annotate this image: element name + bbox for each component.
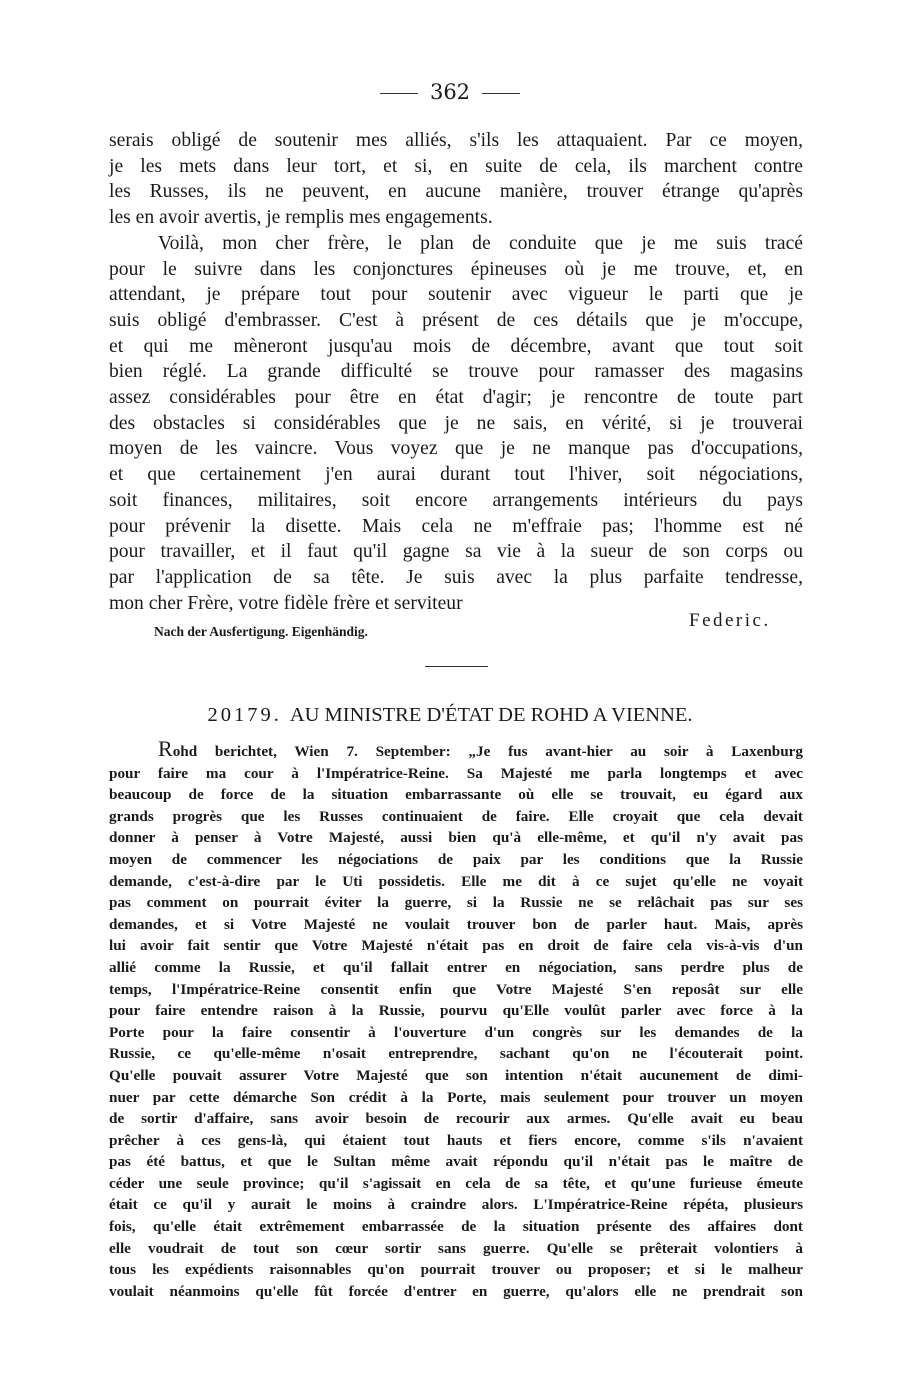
text-line: bien réglé. La grande difficulté se trouve pour ramasser des magasins — [109, 361, 803, 383]
text-line: attendant, je prépare tout pour soutenir avec vigueur le parti que je — [109, 284, 803, 306]
text-line: serais obligé de soutenir mes alliés, s'ils les attaquaient. Par ce moyen, — [109, 130, 803, 151]
page-header — [0, 80, 900, 104]
text-line: fois, qu'elle était extrêmement embarrassée de la situation présente des affaires dont — [109, 1218, 803, 1236]
header-rule-right — [482, 93, 520, 94]
text-line: Russie, ce qu'elle-même n'osait entreprendre, sachant qu'on ne l'écouterait point. — [109, 1045, 803, 1063]
text-line: grands progrès que les Russes continuaient de faire. Elle croyait que cela devait — [109, 807, 803, 825]
text-line: de sortir d'affaire, sans avoir besoin de recourir aux armes. Qu'elle avait eu beau — [109, 1110, 803, 1128]
text-line: donner à penser à Votre Majesté, aussi bien qu'à elle-même, et qu'il n'y avait pas — [109, 829, 803, 847]
text-line: tous les expédients raisonnables qu'on pourrait trouver ou proposer; et si le malheur — [109, 1261, 803, 1279]
text-line: les Russes, ils ne peuvent, en aucune manière, trouver étrange qu'après — [109, 181, 803, 203]
signature: Federic. — [689, 610, 771, 631]
text-line: et qui me mèneront jusqu'au mois de décembre, avant que tout soit — [109, 335, 803, 357]
text-line: soit finances, militaires, soit encore arrangements intérieurs du pays — [109, 489, 803, 511]
text-line: je les mets dans leur tort, et si, en suite de cela, ils marchent contre — [109, 155, 803, 177]
text-line: Qu'elle pouvait assurer Votre Majesté que son intention n'était aucunement de dimi- — [109, 1066, 803, 1084]
text-line: Porte pour la faire consentir à l'ouverture d'un congrès sur les demandes de la — [109, 1023, 803, 1041]
text-line: prêcher à ces gens-là, qui étaient tout hauts et fiers encore, comme s'ils n'avaient — [109, 1131, 803, 1149]
text-line: moyen de commencer les négociations de paix par les conditions que la Russie — [109, 850, 803, 868]
report-body — [109, 738, 803, 1302]
section-divider — [425, 666, 488, 667]
text-line: et que certainement j'en aurai durant tout l'hiver, soit négociations, — [109, 464, 803, 486]
drop-cap: R — [158, 736, 173, 761]
text-line: demandes, et si Votre Majesté ne voulait trouver bon de parler haut. Mais, après — [109, 915, 803, 933]
text-line — [109, 738, 803, 763]
text-line: pour faire ma cour à l'Impératrice-Reine. Sa Majesté me parla longtemps et avec — [109, 764, 803, 782]
page-number: 362 — [429, 80, 471, 104]
text-line: par l'application de sa tête. Je suis avec la plus parfaite tendresse, — [109, 566, 803, 588]
document-title: AU MINISTRE D'ÉTAT DE ROHD A VIENNE. — [289, 704, 693, 726]
text-line: beaucoup de force de la situation embarrassante où elle se trouvait, eu égard aux — [109, 786, 803, 804]
source-note: Nach der Ausfertigung. Eigenhändig. — [154, 624, 368, 639]
document-heading — [0, 704, 900, 727]
text-line: des obstacles si considérables que je ne sais, en vérité, si je trouverai — [109, 412, 803, 434]
text-line: lui avoir fait sentir que Votre Majesté n'était pas en droit de faire cela vis-à-vis d'un — [109, 937, 803, 955]
text-line: mon cher Frère, votre fidèle frère et serviteur — [109, 592, 463, 614]
text-line: suis obligé d'embrasser. C'est à présent de ces détails que je m'occupe, — [109, 309, 803, 331]
text-line: céder une seule province; qu'il s'agissait en cela de sa tête, et qu'une furieuse émeute — [109, 1174, 803, 1192]
text-line: pour prévenir la disette. Mais cela ne m'effraie pas; l'homme est né — [109, 515, 803, 537]
text-line: pour travailler, et il faut qu'il gagne sa vie à la sueur de son corps ou — [109, 541, 803, 563]
text-line-content: ohd berichtet, Wien 7. September: „Je fus avant-hier au soir à Laxenburg — [172, 743, 803, 760]
text-line: demande, c'est-à-dire par le Uti possidetis. Elle me dit à ce sujet qu'elle ne voyait — [109, 872, 803, 890]
text-line: Voilà, mon cher frère, le plan de conduite que je me suis tracé — [158, 232, 803, 254]
text-line: pour faire entendre raison à la Russie, pourvu qu'Elle voulût parler avec force à la — [109, 1002, 803, 1020]
text-line: les en avoir avertis, je remplis mes engagements. — [109, 207, 493, 229]
text-line: pas comment on pourrait éviter la guerre, si la Russie ne se relâchait pas sur ses — [109, 894, 803, 912]
text-line: pas été battus, et que le Sultan même avait répondu qu'il n'était pas le maître de — [109, 1153, 803, 1171]
text-line: elle voudrait de tout son cœur sortir sans guerre. Qu'elle se prêterait volontiers à — [109, 1239, 803, 1257]
text-line: nuer par cette démarche Son crédit à la Porte, mais seulement pour trouver un moyen — [109, 1088, 803, 1106]
letter-body — [109, 128, 803, 616]
text-line: moyen de les vaincre. Vous voyez que je ne manque pas d'occupations, — [109, 438, 803, 460]
text-line: était ce qu'il y aurait le moins à craindre alors. L'Impératrice-Reine répéta, plusieurs — [109, 1196, 803, 1214]
text-line: assez considérables pour être en état d'agir; je rencontre de toute part — [109, 387, 803, 409]
text-line: allié comme la Russie, et qu'il fallait entrer en négociation, sans perdre plus de — [109, 958, 803, 976]
header-rule-left — [380, 93, 418, 94]
text-line: temps, l'Impératrice-Reine consentit enfin que Votre Majesté S'en reposât sur elle — [109, 980, 803, 998]
text-line: voulait néanmoins qu'elle fût forcée d'entrer en guerre, qu'alors elle ne prendrait son — [109, 1282, 803, 1300]
text-line: pour le suivre dans les conjonctures épineuses où je me trouve, et, en — [109, 258, 803, 280]
document-number: 20179. — [207, 704, 282, 726]
